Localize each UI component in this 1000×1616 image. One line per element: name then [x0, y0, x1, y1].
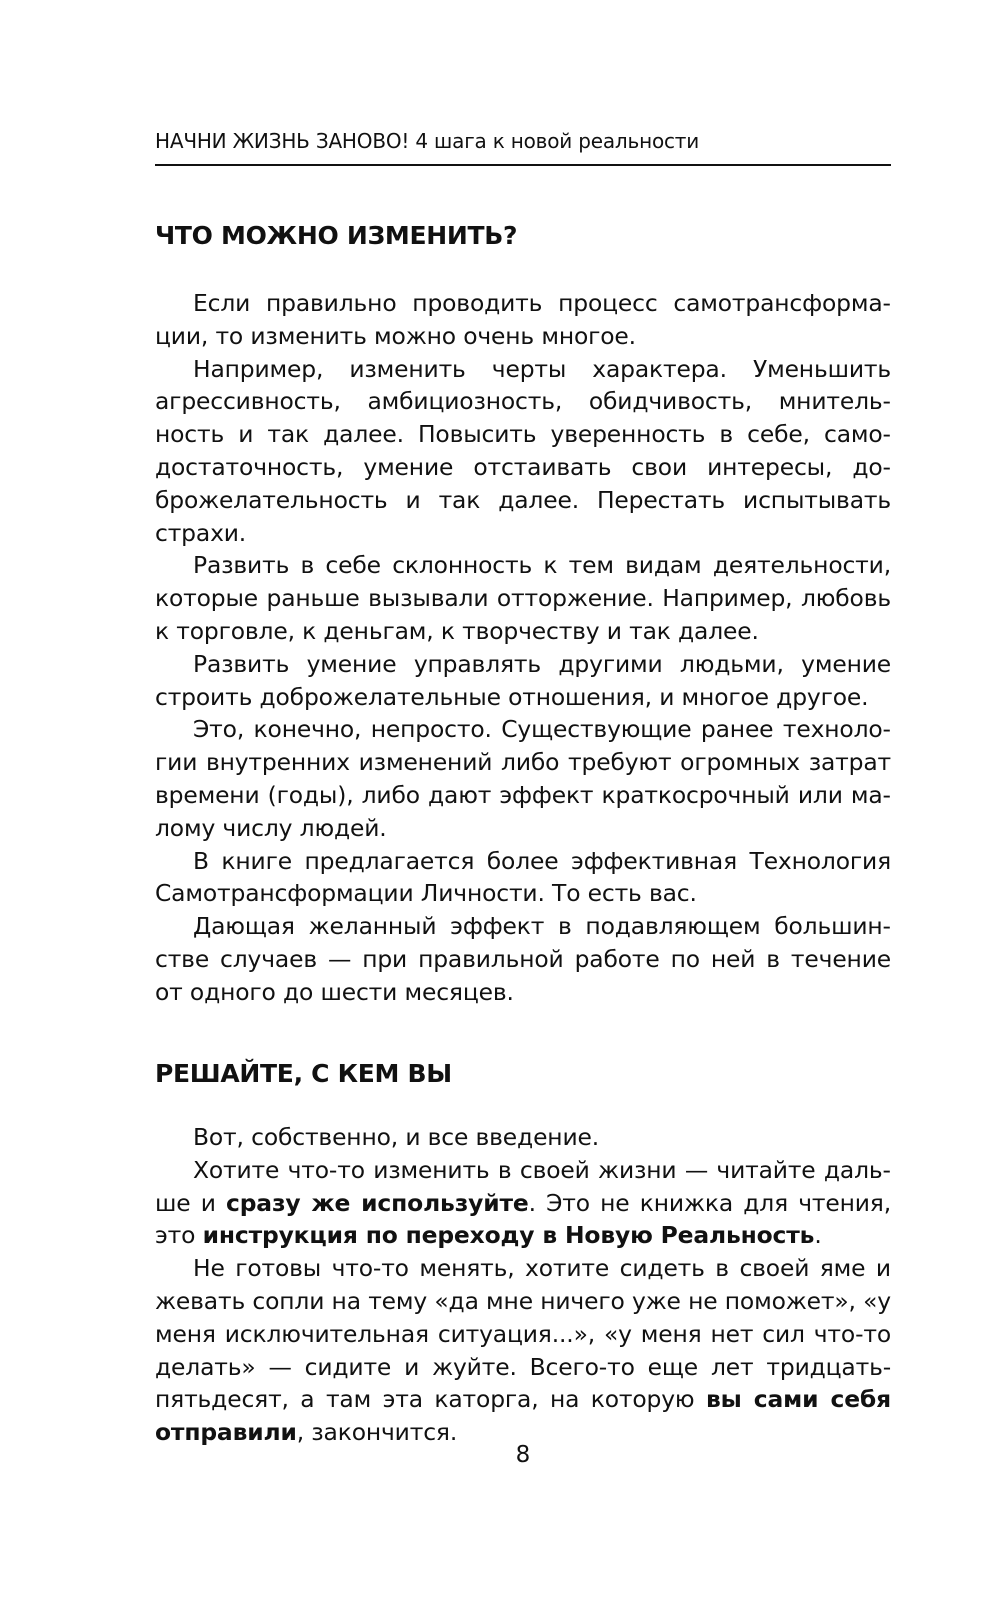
section-heading-what-can-change: ЧТО МОЖНО ИЗМЕНИТЬ? [155, 221, 518, 250]
page-number: 8 [515, 1442, 531, 1468]
text-run: Не готовы что-то менять, хотите сидеть в своей яме и жевать сопли на тему «да мне ничего уже не поможет», «у меня исключительная ситуация...», «у меня нет сил что-то делать» — сидите и жуйте. Всего-то еще лет тридцать-пятьдесят, а там эта каторга, на которую [155, 1254, 891, 1414]
text-run: . Это не книжка для чтения, это [155, 1188, 892, 1250]
section-heading-decide-who-you-are-with: РЕШАЙТЕ, С КЕМ ВЫ [155, 1059, 452, 1088]
text-run: . [814, 1221, 822, 1250]
text-run: , закончится. [296, 1418, 458, 1447]
paragraph: Дающая желанный эффект в подавляющем большинстве случаев — при правильной работе по ней в течение от одного до шести месяцев. [155, 912, 891, 1006]
paragraph: Развить в себе склонность к тем видам деятельности, которые раньше вызывали отторжение. Например, любовь к торговле, к деньгам, к творчеству и так далее. [155, 551, 891, 645]
paragraph: Например, изменить черты характера. Уменьшить агрессивность, амбициозность, обидчивость, мнительность и так далее. Повысить уверенность в себе, самодостаточность, умение отстаивать свои интересы, доброжелательность и так далее. Перестать испытывать страхи. [155, 354, 891, 547]
section-1-body [155, 287, 891, 1009]
section-2-body [155, 1121, 891, 1449]
paragraph: Это, конечно, непросто. Существующие ранее технологии внутренних изменений либо требуют огромных затрат времени (годы), либо дают эффект краткосрочный или малому числу людей. [155, 715, 891, 842]
running-header: НАЧНИ ЖИЗНЬ ЗАНОВО! 4 шага к новой реальности [155, 129, 700, 153]
paragraph: В книге предлагается более эффективная Технология Самотрансформации Личности. То есть вас. [155, 846, 891, 908]
bold-emphasis: сразу же используйте [226, 1188, 529, 1217]
paragraph: Если правильно проводить процесс самотрансформации, то изменить можно очень многое. [155, 289, 891, 350]
paragraph-with-emphasis [155, 1252, 891, 1449]
paragraph: Развить умение управлять другими людьми, умение строить доброжелательные отношения, и многое другое. [155, 649, 891, 711]
paragraph: Вот, собственно, и все введение. [193, 1123, 600, 1151]
book-page [155, 0, 891, 1616]
header-rule [155, 164, 891, 166]
paragraph-with-emphasis [155, 1154, 891, 1252]
bold-emphasis: вы сами себя отправили [155, 1385, 891, 1447]
text-run: Хотите что-то изменить в своей жизни — читайте дальше и [155, 1155, 891, 1217]
bold-emphasis: инструкция по переходу в Новую Реальность [202, 1221, 815, 1250]
